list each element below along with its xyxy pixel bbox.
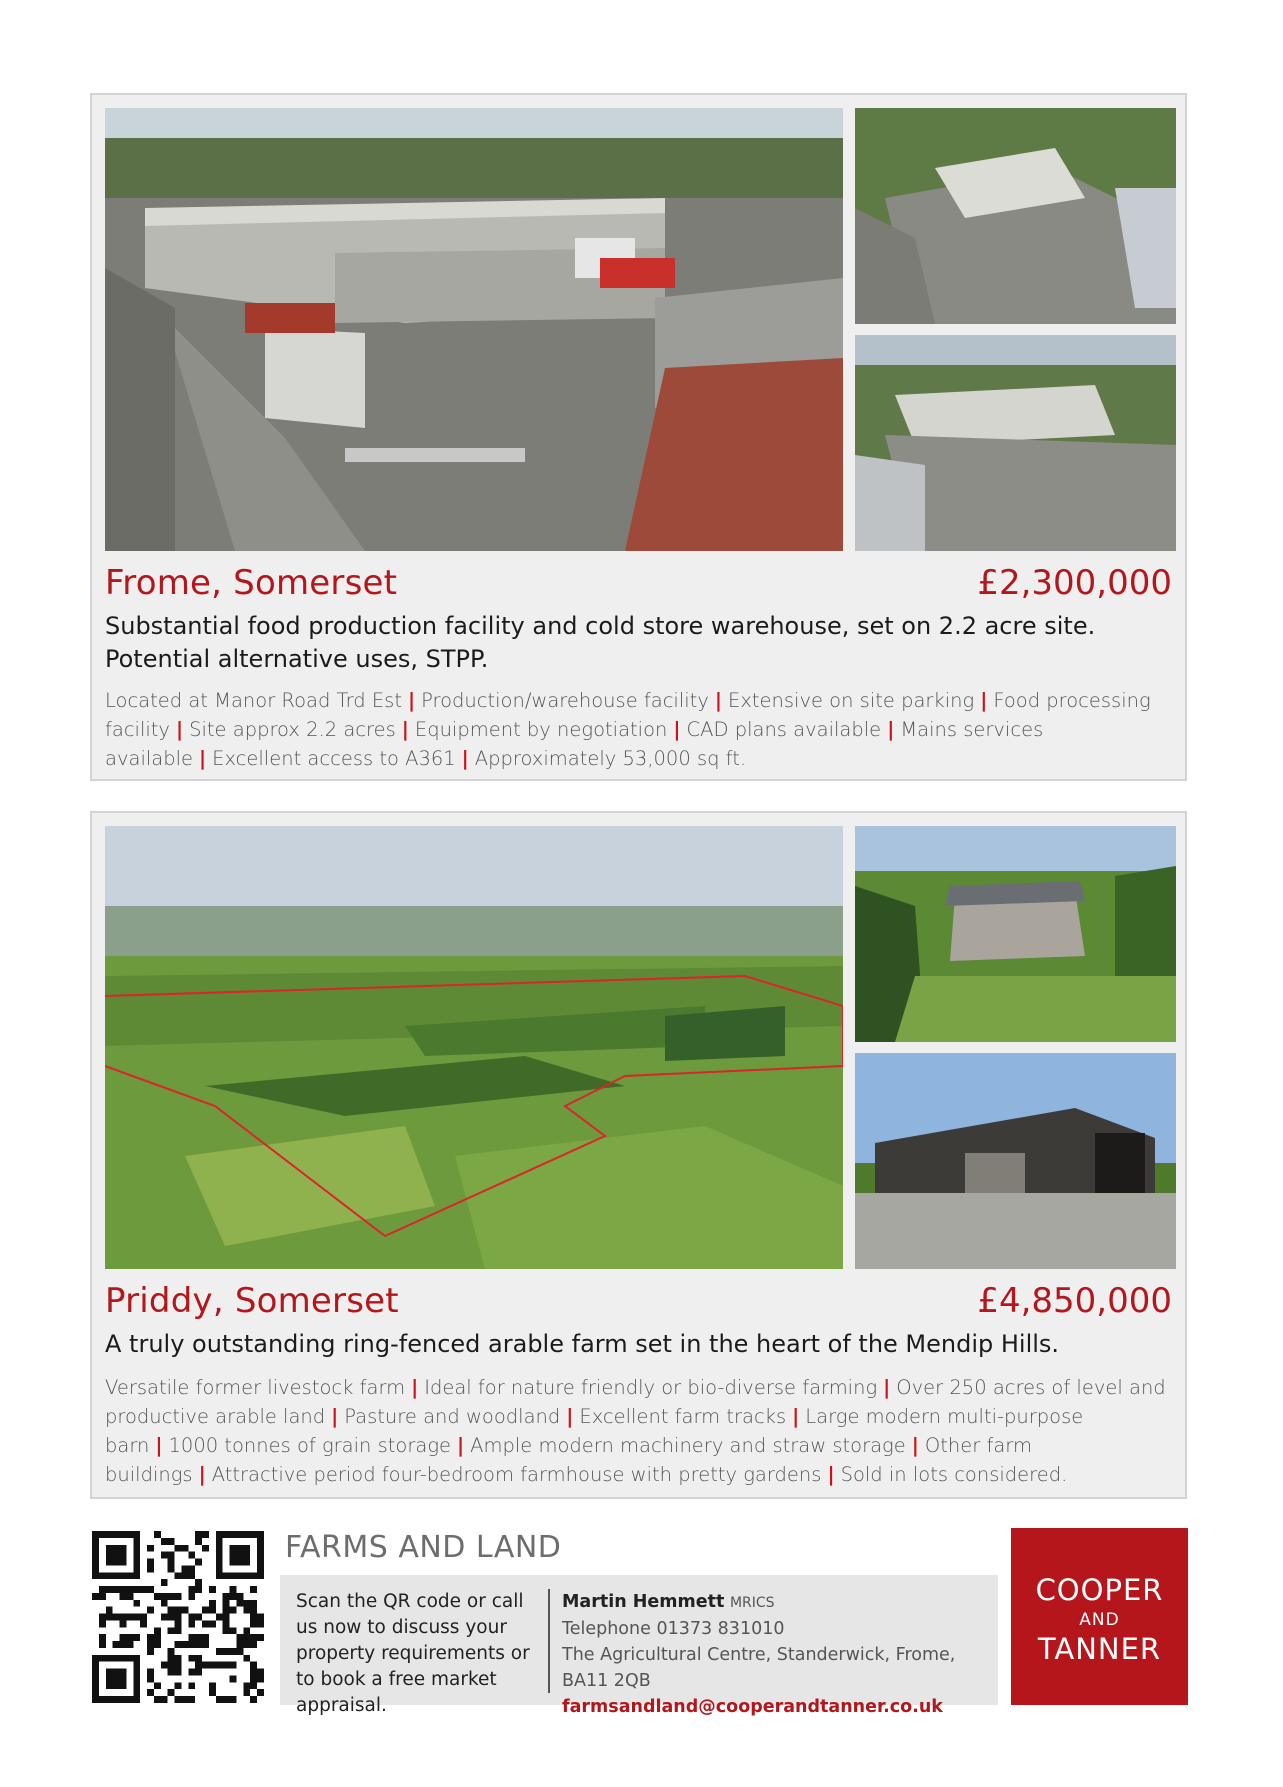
listing-card-frome — [90, 93, 1187, 781]
contact-name: Martin Hemmett — [562, 1592, 725, 1612]
feature-item: Other farm buildings — [105, 1434, 1032, 1486]
headline-line-1: A truly outstanding ring-fenced arable farm set in the heart of the Mendip Hills. — [105, 1330, 1060, 1358]
logo-line-1: COOPER — [1035, 1573, 1164, 1607]
feature-item: Production/warehouse facility — [421, 689, 709, 712]
feature-item: 1000 tonnes of grain storage — [168, 1434, 452, 1457]
separator: | — [883, 1376, 891, 1399]
headline-line-2: Potential alternative uses, STPP. — [105, 645, 489, 673]
listing-location: Priddy, Somerset — [105, 1281, 399, 1321]
listing-price: £2,300,000 — [977, 563, 1172, 603]
separator: | — [411, 1376, 419, 1399]
separator: | — [407, 689, 416, 712]
photo-modern-barn — [855, 1053, 1176, 1269]
feature-item: Over 250 acres of level and productive arable land — [105, 1376, 1166, 1428]
separator: | — [887, 718, 895, 741]
listing-location: Frome, Somerset — [105, 563, 398, 603]
separator: | — [673, 718, 681, 741]
contact-details — [562, 1589, 998, 1720]
separator: | — [331, 1405, 339, 1428]
logo-line-3: TANNER — [1037, 1632, 1162, 1666]
separator: | — [199, 747, 207, 770]
logo-line-2: AND — [1079, 1610, 1120, 1630]
feature-item: Sold in lots considered. — [840, 1463, 1068, 1486]
section-title: FARMS AND LAND — [285, 1530, 562, 1565]
feature-item: Excellent farm tracks — [579, 1405, 787, 1428]
cooper-and-tanner-logo — [1011, 1528, 1188, 1705]
main-photo-factory-aerial — [105, 108, 843, 551]
feature-item: CAD plans available — [686, 718, 882, 741]
scan-prompt-text: Scan the QR code or call us now to discuss your property requirements or to book a free market appraisal. — [296, 1591, 530, 1716]
listing-headline — [105, 1328, 1172, 1361]
feature-item: Ample modern machinery and straw storage — [470, 1434, 906, 1457]
listing-card-priddy — [90, 811, 1187, 1499]
feature-item: Versatile former livestock farm — [105, 1376, 406, 1399]
separator: | — [714, 689, 722, 712]
contact-email-link[interactable]: farmsandland@cooperandtanner.co.uk — [562, 1697, 943, 1717]
feature-item: Located at Manor Road Trd Est — [105, 689, 402, 712]
separator: | — [792, 1405, 800, 1428]
feature-item: Mains services available — [105, 718, 1044, 770]
feature-item: Extensive on site parking — [728, 689, 975, 712]
separator: | — [827, 1463, 835, 1486]
feature-item: Approximately 53,000 sq ft. — [474, 747, 747, 770]
qr-code[interactable] — [92, 1531, 264, 1703]
contact-telephone[interactable]: Telephone 01373 831010 — [562, 1619, 785, 1639]
feature-item: Attractive period four-bedroom farmhouse with pretty gardens — [211, 1463, 822, 1486]
feature-item: Pasture and woodland — [344, 1405, 561, 1428]
divider — [548, 1589, 550, 1693]
separator: | — [198, 1463, 206, 1486]
separator: | — [175, 718, 184, 741]
separator: | — [911, 1434, 919, 1457]
listing-features — [105, 1373, 1172, 1489]
listing-price: £4,850,000 — [977, 1281, 1172, 1321]
main-photo-farm-aerial — [105, 826, 843, 1269]
contact-box — [280, 1575, 998, 1717]
feature-item: Equipment by negotiation — [414, 718, 668, 741]
contact-credentials: MRICS — [729, 1595, 775, 1611]
feature-item: Site approx 2.2 acres — [189, 718, 396, 741]
photo-farmhouse — [855, 826, 1176, 1042]
aerial-photo-site-wide — [855, 335, 1176, 551]
separator: | — [461, 747, 469, 770]
feature-item: Large modern multi-purpose barn — [105, 1405, 1084, 1457]
feature-item: Food processing facility — [105, 689, 1151, 741]
contact-name-row — [562, 1589, 998, 1616]
separator: | — [401, 718, 409, 741]
separator: | — [566, 1405, 574, 1428]
separator: | — [155, 1434, 163, 1457]
listing-headline — [105, 610, 1172, 676]
contact-address: The Agricultural Centre, Standerwick, Frome, BA11 2QB — [562, 1645, 956, 1691]
separator: | — [457, 1434, 465, 1457]
separator: | — [980, 689, 988, 712]
aerial-photo-site-overview — [855, 108, 1176, 324]
listing-features — [105, 686, 1172, 773]
feature-item: Excellent access to A361 — [212, 747, 456, 770]
feature-item: Ideal for nature friendly or bio-diverse farming — [424, 1376, 878, 1399]
headline-line-1: Substantial food production facility and cold store warehouse, set on 2.2 acre site. — [105, 612, 1096, 640]
